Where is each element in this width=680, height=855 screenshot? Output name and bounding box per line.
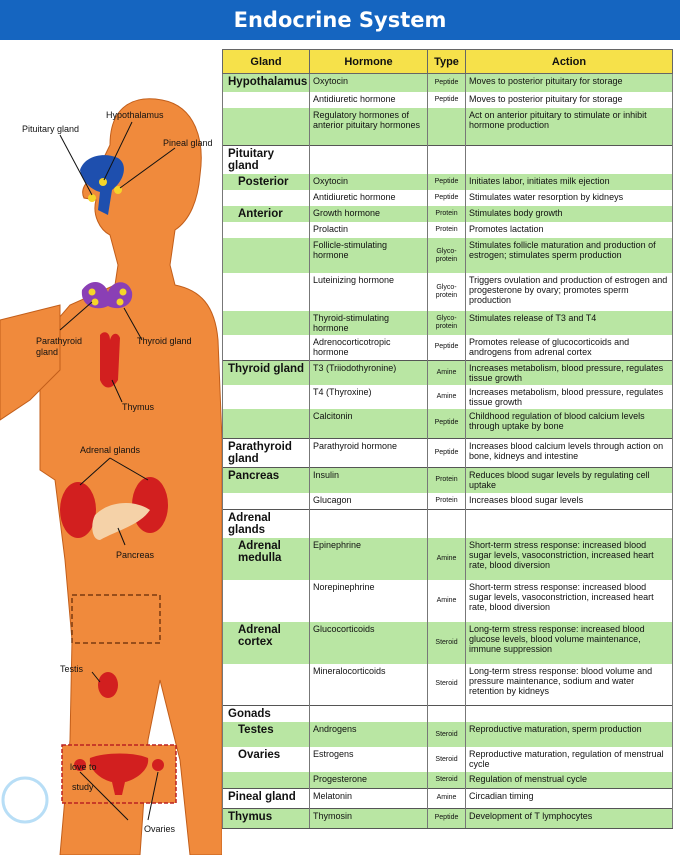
gland-cell: Adrenal glands xyxy=(223,509,310,538)
label-thyroid: Thyroid gland xyxy=(137,336,192,346)
thymus-shape xyxy=(100,332,120,387)
table-body xyxy=(223,74,673,829)
action-cell: Short-term stress response: increased blood sugar levels, vasoconstriction, increased heart rate, blood diversion xyxy=(466,538,673,580)
hormone-cell: Androgens xyxy=(310,722,428,747)
action-cell: Stimulates follicle maturation and production of estrogen; stimulates sperm production xyxy=(466,238,673,273)
table-row xyxy=(223,772,673,788)
watermark-logo xyxy=(3,778,47,822)
hormone-cell xyxy=(310,509,428,538)
table-row xyxy=(223,438,673,467)
type-cell: Amine xyxy=(428,385,466,409)
gland-cell xyxy=(223,108,310,146)
table-row xyxy=(223,146,673,175)
kidney-left xyxy=(60,482,96,538)
gland-cell xyxy=(223,622,310,664)
table-row xyxy=(223,360,673,385)
action-cell: Reproductive maturation, regulation of menstrual cycle xyxy=(466,747,673,772)
watermark-text-2: study xyxy=(72,782,94,792)
action-cell xyxy=(466,146,673,175)
action-cell: Moves to posterior pituitary for storage xyxy=(466,74,673,92)
type-cell: Peptide xyxy=(428,74,466,92)
gland-cell: Thymus xyxy=(223,808,310,828)
gland-subtype-label: Ovaries xyxy=(238,749,281,761)
type-cell xyxy=(428,108,466,146)
hormone-cell: Melatonin xyxy=(310,788,428,808)
type-cell xyxy=(428,146,466,175)
body-diagram xyxy=(0,40,222,855)
hormone-cell xyxy=(310,146,428,175)
table-row xyxy=(223,493,673,509)
type-cell xyxy=(428,509,466,538)
gland-cell xyxy=(223,747,310,772)
action-cell: Initiates labor, initiates milk ejection xyxy=(466,174,673,190)
action-cell: Increases blood sugar levels xyxy=(466,493,673,509)
gland-cell xyxy=(223,174,310,190)
action-cell: Long-term stress response: increased blood glucose levels, blood volume maintenance, immune suppression xyxy=(466,622,673,664)
hormone-cell: Growth hormone xyxy=(310,206,428,222)
type-cell: Amine xyxy=(428,580,466,622)
table-row xyxy=(223,273,673,311)
label-adrenal: Adrenal glands xyxy=(80,445,141,455)
hormone-cell: Antidiuretic hormone xyxy=(310,92,428,108)
testis-shape xyxy=(98,672,118,698)
label-thymus: Thymus xyxy=(122,402,155,412)
label-ovaries: Ovaries xyxy=(144,824,176,834)
hormone-cell: Prolactin xyxy=(310,222,428,238)
table-header-row xyxy=(223,50,673,74)
header-type: Type xyxy=(428,50,466,74)
table-row xyxy=(223,206,673,222)
action-cell: Reduces blood sugar levels by regulating cell uptake xyxy=(466,467,673,493)
header-gland: Gland xyxy=(223,50,310,74)
header-hormone: Hormone xyxy=(310,50,428,74)
type-cell: Peptide xyxy=(428,409,466,438)
parathyroid-dot-1 xyxy=(89,289,96,296)
table-row xyxy=(223,706,673,723)
hormone-cell: Oxytocin xyxy=(310,174,428,190)
endocrine-table xyxy=(222,49,673,829)
gland-cell xyxy=(223,493,310,509)
action-cell: Stimulates body growth xyxy=(466,206,673,222)
label-hypothalamus: Hypothalamus xyxy=(106,110,164,120)
action-cell: Circadian timing xyxy=(466,788,673,808)
hormone-cell: Mineralocorticoids xyxy=(310,664,428,706)
table-row xyxy=(223,385,673,409)
type-cell: Glyco-protein xyxy=(428,238,466,273)
action-cell: Promotes lactation xyxy=(466,222,673,238)
type-cell: Glyco-protein xyxy=(428,273,466,311)
gland-cell xyxy=(223,538,310,580)
hormone-cell: Thymosin xyxy=(310,808,428,828)
gland-cell: Gonads xyxy=(223,706,310,723)
hormone-cell: Glucagon xyxy=(310,493,428,509)
gland-cell xyxy=(223,385,310,409)
action-cell: Increases metabolism, blood pressure, regulates tissue growth xyxy=(466,360,673,385)
table-row xyxy=(223,722,673,747)
gland-cell xyxy=(223,206,310,222)
hormone-cell: Epinephrine xyxy=(310,538,428,580)
action-cell: Stimulates release of T3 and T4 xyxy=(466,311,673,335)
hormone-cell: Regulatory hormones of anterior pituitary hormones xyxy=(310,108,428,146)
action-cell xyxy=(466,509,673,538)
action-cell xyxy=(466,706,673,723)
type-cell: Peptide xyxy=(428,190,466,206)
gland-subtype-label: Adrenal cortex xyxy=(238,623,281,648)
gland-cell: Parathyroid gland xyxy=(223,438,310,467)
type-cell: Amine xyxy=(428,788,466,808)
type-cell: Steroid xyxy=(428,664,466,706)
gland-cell: Pancreas xyxy=(223,467,310,493)
type-cell: Steroid xyxy=(428,722,466,747)
type-cell: Steroid xyxy=(428,622,466,664)
type-cell: Glyco-protein xyxy=(428,311,466,335)
hormone-cell: T3 (Triiodothyronine) xyxy=(310,360,428,385)
table-row xyxy=(223,664,673,706)
type-cell xyxy=(428,706,466,723)
gland-subtype-label: Testes xyxy=(238,724,274,736)
label-pineal: Pineal gland xyxy=(163,138,213,148)
hormone-cell: Estrogens xyxy=(310,747,428,772)
table-row xyxy=(223,238,673,273)
body-silhouette xyxy=(0,99,222,855)
table-row xyxy=(223,622,673,664)
action-cell: Short-term stress response: increased blood sugar levels, vasoconstriction, increased heart rate, blood diversion xyxy=(466,580,673,622)
table-row xyxy=(223,808,673,828)
action-cell: Moves to posterior pituitary for storage xyxy=(466,92,673,108)
table-row xyxy=(223,92,673,108)
header-action: Action xyxy=(466,50,673,74)
table-row xyxy=(223,74,673,92)
label-parathyroid-2: gland xyxy=(36,347,59,357)
watermark-text-1: love to xyxy=(70,762,97,772)
table-row xyxy=(223,467,673,493)
action-cell: Stimulates water resorption by kidneys xyxy=(466,190,673,206)
action-cell: Increases metabolism, blood pressure, regulates tissue growth xyxy=(466,385,673,409)
parathyroid-dot-3 xyxy=(92,299,99,306)
type-cell: Peptide xyxy=(428,808,466,828)
pituitary-dot xyxy=(88,194,96,202)
type-cell: Protein xyxy=(428,206,466,222)
type-cell: Protein xyxy=(428,222,466,238)
action-cell: Regulation of menstrual cycle xyxy=(466,772,673,788)
hormone-cell: Oxytocin xyxy=(310,74,428,92)
gland-cell xyxy=(223,580,310,622)
action-cell: Triggers ovulation and production of estrogen and progesterone by ovary; promotes sperm production xyxy=(466,273,673,311)
hormone-cell: Antidiuretic hormone xyxy=(310,190,428,206)
page-title: Endocrine System xyxy=(0,0,680,40)
table-row xyxy=(223,108,673,146)
type-cell: Protein xyxy=(428,467,466,493)
gland-cell xyxy=(223,190,310,206)
hormone-cell: Parathyroid hormone xyxy=(310,438,428,467)
gland-cell xyxy=(223,664,310,706)
gland-cell xyxy=(223,238,310,273)
parathyroid-dot-2 xyxy=(120,289,127,296)
table-row xyxy=(223,222,673,238)
gland-cell: Hypothalamus xyxy=(223,74,310,92)
gland-cell xyxy=(223,335,310,360)
action-cell: Promotes release of glucocorticoids and androgens from adrenal cortex xyxy=(466,335,673,360)
table-row xyxy=(223,580,673,622)
gland-cell xyxy=(223,92,310,108)
table-row xyxy=(223,174,673,190)
type-cell: Peptide xyxy=(428,335,466,360)
table-row xyxy=(223,509,673,538)
gland-cell xyxy=(223,311,310,335)
action-cell: Childhood regulation of blood calcium levels through uptake by bone xyxy=(466,409,673,438)
gland-cell xyxy=(223,409,310,438)
hormone-cell: Thyroid-stimulating hormone xyxy=(310,311,428,335)
ovary-right xyxy=(152,759,164,771)
type-cell: Peptide xyxy=(428,174,466,190)
hormone-cell: Insulin xyxy=(310,467,428,493)
gland-cell xyxy=(223,222,310,238)
type-cell: Amine xyxy=(428,360,466,385)
gland-cell xyxy=(223,772,310,788)
gland-subtype-label: Posterior xyxy=(238,176,289,188)
table-row xyxy=(223,788,673,808)
gland-subtype-label: Anterior xyxy=(238,208,283,220)
table-row xyxy=(223,538,673,580)
hormone-cell: Adrenocorticotropic hormone xyxy=(310,335,428,360)
gland-cell xyxy=(223,273,310,311)
type-cell: Amine xyxy=(428,538,466,580)
table-row xyxy=(223,409,673,438)
action-cell: Act on anterior pituitary to stimulate or inhibit hormone production xyxy=(466,108,673,146)
table-row xyxy=(223,747,673,772)
table-row xyxy=(223,311,673,335)
label-pancreas: Pancreas xyxy=(116,550,155,560)
gland-subtype-label: Adrenal medulla xyxy=(238,539,282,564)
gland-cell: Thyroid gland xyxy=(223,360,310,385)
action-cell: Reproductive maturation, sperm production xyxy=(466,722,673,747)
gland-cell: Pineal gland xyxy=(223,788,310,808)
hypothalamus-dot xyxy=(99,178,107,186)
hormone-cell: Calcitonin xyxy=(310,409,428,438)
hormone-cell: Norepinephrine xyxy=(310,580,428,622)
hormone-cell: Progesterone xyxy=(310,772,428,788)
hormone-cell xyxy=(310,706,428,723)
table-row xyxy=(223,335,673,360)
action-cell: Increases blood calcium levels through action on bone, kidneys and intestine xyxy=(466,438,673,467)
type-cell: Steroid xyxy=(428,747,466,772)
label-pituitary: Pituitary gland xyxy=(22,124,80,134)
table-row xyxy=(223,190,673,206)
label-testis: Testis xyxy=(60,664,84,674)
label-parathyroid-1: Parathyroid xyxy=(36,336,83,346)
hormone-cell: Follicle-stimulating hormone xyxy=(310,238,428,273)
type-cell: Peptide xyxy=(428,438,466,467)
hormone-cell: T4 (Thyroxine) xyxy=(310,385,428,409)
gland-cell xyxy=(223,722,310,747)
parathyroid-dot-4 xyxy=(117,299,124,306)
gland-cell: Pituitary gland xyxy=(223,146,310,175)
hormone-cell: Glucocorticoids xyxy=(310,622,428,664)
hormone-cell: Luteinizing hormone xyxy=(310,273,428,311)
action-cell: Development of T lymphocytes xyxy=(466,808,673,828)
type-cell: Peptide xyxy=(428,92,466,108)
type-cell: Protein xyxy=(428,493,466,509)
type-cell: Steroid xyxy=(428,772,466,788)
action-cell: Long-term stress response: blood volume and pressure maintenance, sodium and water retention by kidneys xyxy=(466,664,673,706)
